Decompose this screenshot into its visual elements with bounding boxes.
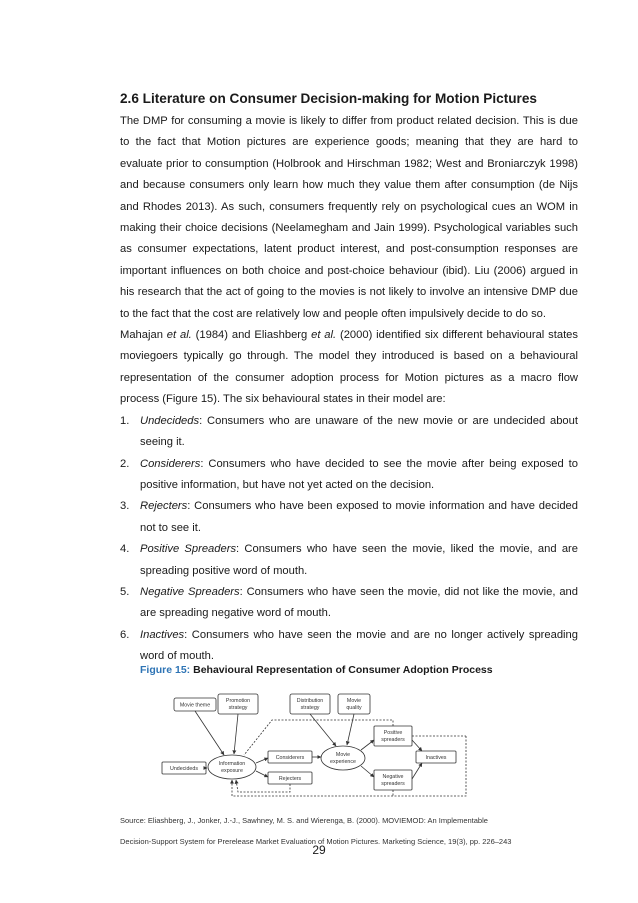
figure-title: Behavioural Representation of Consumer Adoption Process [190,664,493,676]
list-item [120,496,578,539]
state-term: Undecideds [140,414,200,427]
state-term: Considerers [140,457,201,470]
movie-quality-box [338,694,370,714]
source-line: Decision-Support System for Prerelease Market Evaluation of Motion Pictures. Marketing Science, 19(3), pp. 226–243 [120,837,512,846]
source-line: Source: Eliashberg, J., Jonker, J.-J., Sawhney, M. S. and Wierenga, B. (2000). MOVIEMOD: An Implementable [120,816,488,825]
node-label: Rejecters [278,776,302,782]
list-item [120,411,578,454]
list-item [120,454,578,497]
node-label: experience [330,759,356,765]
information-exposure-node [208,755,256,779]
node-label: Movie theme [179,702,211,709]
list-number: 3. [120,500,130,513]
state-term: Inactives [140,628,185,641]
arrow [412,763,422,779]
list-item [120,539,578,582]
list-number: 6. [120,628,130,641]
state-desc: : Consumers who have seen the movie, did not like the movie, and are spreading negative word of mouth. [140,585,578,620]
body-text [120,111,578,668]
list-number: 4. [120,543,130,556]
et-al: et al. [166,329,192,342]
arrow [234,714,238,754]
arrow [361,740,374,750]
node-label: Movie [335,752,351,758]
arrow [256,758,268,763]
feedback-line [232,736,466,796]
adoption-process-diagram [160,684,490,808]
node-label: Undecideds [170,766,198,772]
behavioural-states-list [120,411,578,668]
state-term: Positive Spreaders [140,543,237,556]
movie-experience-node [321,746,365,770]
node-label: strategy [300,705,320,711]
list-number: 2. [120,457,130,470]
node-label: spreaders [381,781,405,787]
node-label: strategy [228,705,248,711]
negative-spreaders-box [374,770,412,790]
arrow [347,714,354,745]
list-number: 1. [120,414,130,427]
arrow [195,711,224,755]
list-item [120,582,578,625]
positive-spreaders-box [374,726,412,746]
list-number: 5. [120,585,130,598]
node-label: Promotion [225,698,251,704]
arrow [361,766,374,777]
text-run: (1984) and Eliashberg [191,329,312,342]
node-label: Inactives [425,755,447,761]
list-item [120,625,578,668]
node-label: Considerers [275,755,305,761]
text-run: Mahajan [120,329,167,342]
paragraph-dmp: The DMP for consuming a movie is likely to differ from product related decision. This is due to the fact that Motion pictures are experience goods; meaning that they are hard to evaluate prior to consumption (Holbrook and Hirschman 1982; West and Broniarczyk 1998) and because consumers only learn how much they value them after consumption (de Nijs and Rhodes 2013). As such, consumers frequently rely on psychological cues an WOM in making their choice decisions (Neelamegham and Jain 1999). Psychological variables such as consumer expectations, latent product interest, and post-consumption responses are important influences on both choice and post-choice behaviour (ibid). Liu (2006) argued in his research that the act of going to the movies is not likely to involve an intensive DMP due to the fact that the cost are relatively low and people often impulsively decide to do so. [120,115,578,320]
distribution-strategy-box [290,694,330,714]
et-al: et al. [311,329,337,342]
arrow [310,714,336,746]
state-desc: : Consumers who have decided to see the movie after being exposed to positive information, but have not yet acted on the decision. [140,457,578,491]
promotion-strategy-box [218,694,258,714]
page-number: 29 [312,843,326,857]
paragraph-mahajan [120,325,578,411]
state-desc: : Consumers who have seen the movie, liked the movie, and are spreading positive word of mouth. [140,543,578,577]
node-label: spreaders [381,737,405,743]
node-label: exposure [221,768,243,774]
state-desc: : Consumers who have been exposed to movie information and have decided not to see it. [140,500,578,534]
section-heading: 2.6 Literature on Consumer Decision-making for Motion Pictures [120,91,537,106]
arrow [256,771,268,777]
node-label: Distribution [296,698,324,704]
node-label: quality [346,705,362,711]
state-term: Negative Spreaders [140,585,240,598]
node-label: Negative [382,774,404,780]
arrow [412,740,422,751]
text-run: (2000) identified six different behavioural states moviegoers typically go through. The model they introduced is based on a behavioural representation of the consumer adoption process for Motion pictures as a macro flow process (Figure 15). The six behavioural states in their model are: [120,329,578,406]
state-desc: : Consumers who have seen the movie and are no longer actively spreading word of mouth. [140,628,578,663]
node-label: Movie [346,698,362,704]
feedback-line [244,720,393,755]
node-label: Positive [383,730,403,736]
node-label: Information [218,761,246,767]
figure-caption [140,664,493,676]
state-term: Rejecters [140,500,188,513]
figure-label: Figure 15: [140,664,191,676]
state-desc: : Consumers who are unaware of the new movie or are undecided about seeing it. [140,414,578,449]
